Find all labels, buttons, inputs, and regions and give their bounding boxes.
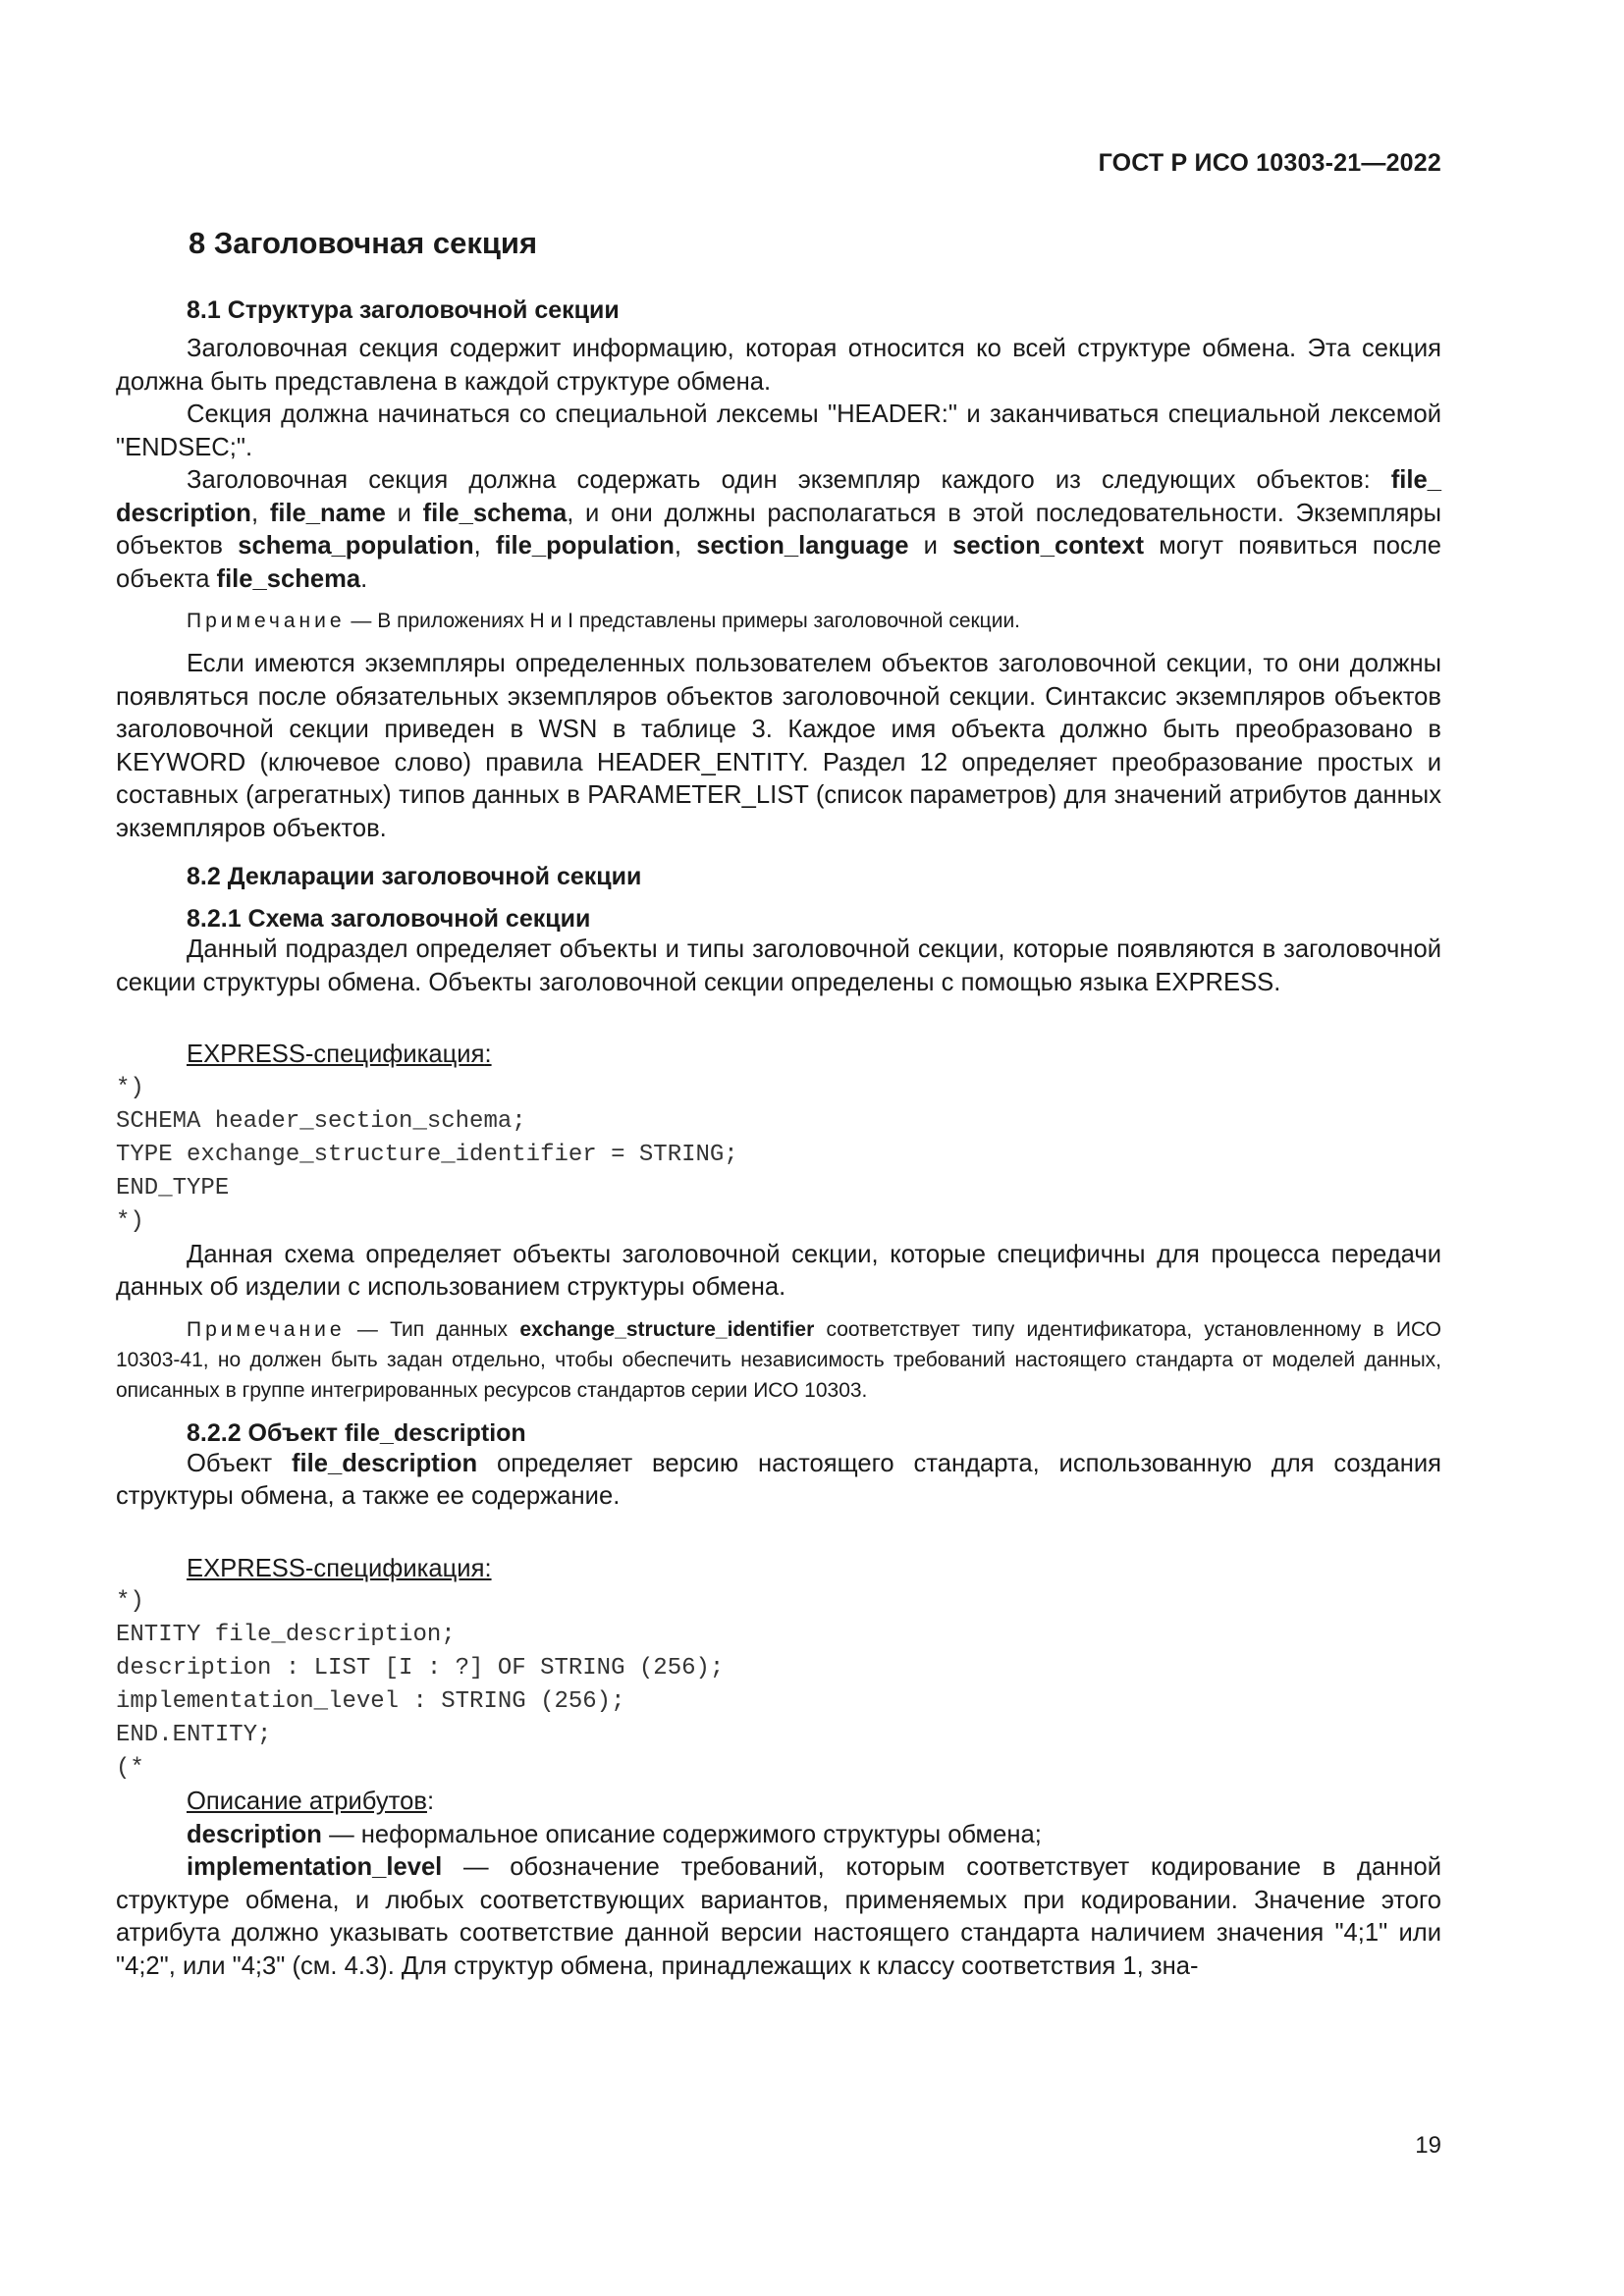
code-line: *): [116, 1588, 144, 1615]
code-line: implementation_level : STRING (256);: [116, 1688, 625, 1715]
s8-2-1-paragraph-1: Данный подраздел определяет объекты и типы заголовочной секции, которые появляются в заголовочной секции структуры обмена. Объекты заголовочной секции определены с помощью языка EXPRESS.: [116, 935, 1441, 996]
page-content: [116, 218, 1441, 1983]
express-spec-label-1: EXPRESS-спецификация:: [187, 1041, 492, 1068]
code-line: END_TYPE: [116, 1174, 230, 1201]
section-8-title: 8 Заголовочная секция: [189, 226, 538, 260]
page-number: 19: [1415, 2132, 1441, 2159]
code-line: TYPE exchange_structure_identifier = STRING;: [116, 1141, 738, 1168]
attribute-description-label: Описание атрибутов:: [187, 1788, 435, 1815]
code-line: (*: [116, 1755, 144, 1782]
code-line: *): [116, 1207, 144, 1235]
s8-2-2-paragraph-1: Объект file_description определяет версию настоящего стандарта, использованную для создания структуры обмена, а также ее содержание.: [116, 1449, 1441, 1510]
code-line: SCHEMA header_section_schema;: [116, 1107, 526, 1135]
express-spec-label-2: EXPRESS-спецификация:: [187, 1554, 492, 1582]
section-8-1-title: 8.1 Структура заголовочной секции: [187, 296, 620, 324]
code-line: END.ENTITY;: [116, 1722, 272, 1748]
express-code-block-2: [116, 1585, 1441, 1786]
attribute-description: description — неформальное описание содержимого структуры обмена;: [187, 1820, 1042, 1848]
code-line: description : LIST [I : ?] OF STRING (256);: [116, 1655, 725, 1682]
s8-1-paragraph-4: Если имеются экземпляры определенных пользователем объектов заголовочной секции, то они должны появляться после обязательных экземпляров объектов заголовочной секции. Синтаксис экземпляров объектов заголовочной секции приведен в WSN в таблице 3. Каждое имя объекта должно быть преобразовано в KEYWORD (ключевое слово) правила HEADER_ENTITY. Раздел 12 определяет преобразование простых и составных (агрегатных) типов данных в PARAMETER_LIST (список параметров) для значений атрибутов данных экземпляров объектов.: [116, 650, 1441, 842]
section-8-2-title: 8.2 Декларации заголовочной секции: [187, 863, 642, 890]
s8-1-note: Примечание — В приложениях H и I представлены примеры заголовочной секции.: [187, 610, 1021, 632]
code-line: ENTITY file_description;: [116, 1622, 456, 1648]
s8-2-1-paragraph-2: Данная схема определяет объекты заголовочной секции, которые специфичны для процесса передачи данных об изделии с использованием структуры обмена.: [116, 1240, 1441, 1301]
attribute-implementation-level: implementation_level — обозначение требований, которым соответствует кодирование в данной структуре обмена, и любых соответствующих вариантов, применяемых при кодировании. Значение этого атрибута должно указывать соответствие данной версии настоящего стандарта наличием значения "4;1" или "4;2", или "4;3" (см. 4.3). Для структур обмена, принадлежащих к классу соответствия 1, зна-: [116, 1853, 1441, 1980]
s8-2-1-note: Примечание — Тип данных exchange_structure_identifier соответствует типу идентификатора, установленному в ИСО 10303-41, но должен быть задан отдельно, чтобы обеспечить независимость требований настоящего стандарта от моделей данных, описанных в группе интегрированных ресурсов стандартов серии ИСО 10303.: [116, 1317, 1441, 1402]
code-line: *): [116, 1074, 144, 1101]
s8-1-paragraph-1: Заголовочная секция содержит информацию, которая относится ко всей структуре обмена. Эта секция должна быть представлена в каждой структуре обмена.: [116, 335, 1441, 396]
note-label: Примечание: [187, 1317, 346, 1341]
section-8-2-1-title: 8.2.1 Схема заголовочной секции: [187, 905, 591, 933]
s8-1-paragraph-3: Заголовочная секция должна содержать один экземпляр каждого из следующих объектов: file_ description, file_name и file_schema, и они должны располагаться в этой последовательности. Экземпляры объектов schema_population, file_population, section_language и section_context могут появиться после объекта file_schema.: [116, 466, 1441, 593]
standard-code-header: ГОСТ Р ИСО 10303-21—2022: [1098, 149, 1441, 177]
note-label: Примечание: [187, 610, 346, 632]
express-code-block-1: [116, 1072, 1441, 1239]
section-8-2-2-title: 8.2.2 Объект file_description: [187, 1418, 526, 1447]
s8-1-paragraph-2: Секция должна начинаться со специальной лексемы "HEADER:" и заканчиваться специальной лексемой "ENDSEC;".: [116, 400, 1441, 461]
